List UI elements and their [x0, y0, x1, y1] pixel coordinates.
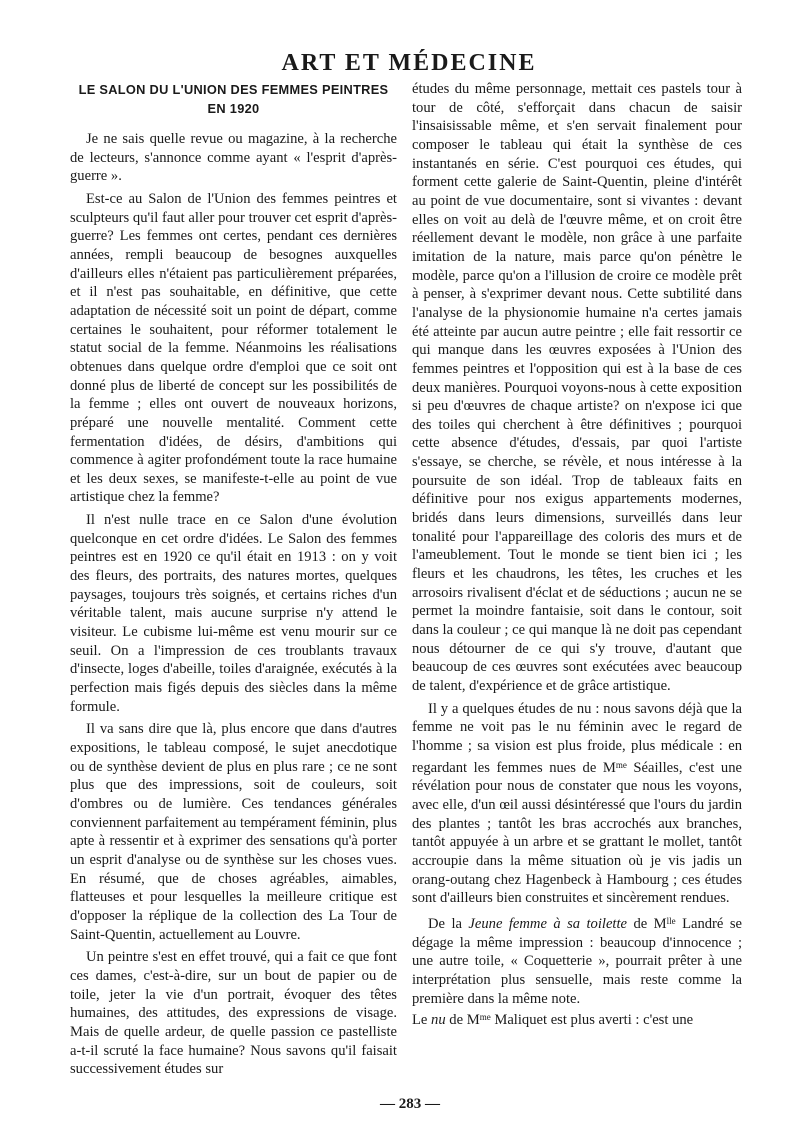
superscript: lle: [666, 915, 676, 926]
left-column: [70, 80, 397, 1079]
paragraph: Est-ce au Salon de l'Union des femmes peintres et sculpteurs qu'il faut aller pour trouver cet esprit d'après-guerre? Les femmes ont certes, pendant ces dernières années, rempli beaucoup de besognes auxquelles d'ailleurs elles n'étaient pas particulièrement préparées, et il n'est pas souhaitable, en définitive, que cette adaptation de nécessité soit un point de départ, comme certaines le souhaitent, pour réformer totalement le statut social de la femme. Néanmoins les réalisations obtenues dans quelque ordre d'emploi que ce soit ont donné plus de liberté de concept sur les possibilités de la femme ; elles ont ouvert de nouveaux horizons, préparé une nouvelle mentalité. Comment cette fermentation d'idées, de désirs, d'ambitions qui commence à agiter profondément toute la race humaine et les deux sexes, se manifeste-t-elle au point de vue artistique chez la femme?: [70, 190, 397, 506]
paragraph: Un peintre s'est en effet trouvé, qui a fait ce que font ces dames, c'est-à-dire, sur un bout de papier ou de toile, jeter la vie d'un portrait, évoquer des têtes humaines, des attitudes, des expressions de visage. Mais de quelle ardeur, de quelle passion ce pastelliste a-t-il scruté la face humaine? Nous savons qu'il faisait successivement études sur: [70, 949, 397, 1078]
artwork-title: nu: [431, 1012, 446, 1029]
article-title-line-2: EN 1920: [207, 101, 260, 116]
paragraph: De la Jeune femme à sa toilette de $M^{lle}$ Landré se dégage la même impression : beaucoup d'innocence ; une autre toile, « Coquetterie », pourrait prêter à une interprétation plus sensuelle, mais reste comme la première dans la même note.: [412, 915, 742, 1007]
running-header: [0, 50, 800, 77]
right-column: [412, 80, 742, 1030]
superscript: me: [615, 759, 627, 770]
page-footer: [0, 1096, 800, 1113]
article-title-line-1: LE SALON DU L'UNION DES FEMMES PEINTRES: [78, 82, 389, 97]
paragraph: Le nu de $M^{me}$ Maliquet est plus averti : c'est une: [412, 1012, 694, 1029]
superscript: me: [479, 1012, 491, 1023]
section-title: ART ET MÉDECINE: [281, 50, 537, 76]
paragraph: Il va sans dire que là, plus encore que dans d'autres expositions, le tableau composé, le sujet anecdotique ou de synthèse devient de plus en plus rare ; ce ne sont plus que des impressions, soit de couleurs, soit d'ombres ou de lumière. Ces tendances générales conviennent parfaitement au tempérament féminin, plus apte à ressentir et à exprimer des sensations qu'à porter un esprit d'analyse ou de synthèse sur les choses vues. En résumé, que de choses agréables, aimables, flatteuses et pour lesquelles la meilleure critique est d'opposer la réplique de la collection des La Tour de Saint-Quentin, actuellement au Louvre.: [70, 721, 397, 943]
paragraph-continued: études du même personnage, mettait ces pastels tour à tour de côté, s'efforçait dans chacun de saisir l'insaisissable même, et s'en servait finalement pour composer le tableau qui était la synthèse de ces instantanés en série. C'est pourquoi ces études, qui forment cette galerie de Saint-Quentin, pleine d'intérêt au point de vue documentaire, sont si vivantes : devant elles on voit au delà de l'œuvre même, et on croit être réellement devant le modèle, non grâce à une parfaite imitation de la nature, mais parce qu'on pénètre le modèle, parce qu'on a l'illusion de croire ce modèle prêt à penser, à s'exprimer devant nous. Cette subtilité dans l'analyse de la physionomie humaine n'a certes jamais été atteinte par aucun autre peintre ; elle fait ressortir ce qui manque dans les œuvres exposées à l'Union des femmes peintres et l'opposition qui est à la base de ces deux manières. Pourquoi voyons-nous à cette exposition si peu d'œuvres de chaque artiste? on n'expose ici que des toiles qui cherchent à être définitives ; pourquoi cette absence d'études, d'essais, par quoi l'artiste s'essaye, se cherche, se révèle, et nous intéresse à la poursuite de son idéal. Trop de tableaux faits en définitive pour nos exigus appartements modernes, bridés dans leurs dimensions, surveillés dans leur tonalité pour l'appareillage des coloris des murs et de l'ameublement. Tout le monde se tient bien ici ; les fleurs et les chaudrons, les têtes, les cruches et les arrosoirs rivalisent d'éclat et de séductions ; aucun ne se permet la moindre fantaisie, soit dans le contour, soit dans la couleur ; ce qui manque là ne doit pas cependant nous détourner de ce qui s'y trouve, d'autant que beaucoup de ces œuvres sont exécutées avec beaucoup de talent, d'expérience et de grâce artistique.: [412, 81, 742, 694]
paragraph: Je ne sais quelle revue ou magazine, à la recherche de lecteurs, s'annonce comme ayant « l'esprit d'après-guerre ».: [70, 131, 397, 185]
page-number: — 283 —: [380, 1096, 440, 1112]
artwork-title: Jeune femme à sa toilette: [468, 915, 628, 932]
paragraph: Il y a quelques études de nu : nous savons déjà que la femme ne voit pas le nu féminin avec le regard de l'homme ; sa vision est plus froide, plus médicale : en regardant les femmes nues de $M^{me}$ Séailles, c'est une révélation pour nous de constater que nous les voyons, avec elle, d'un œil aussi désintéressé que l'ours du jardin des plantes ; tantôt les bras accrochés aux branches, tantôt appuyée à un arbre et se grattant le mollet, tantôt accroupie dans la même situation où je vis jadis un orang-outang chez Hagenbeck à Hambourg ; ces études sont d'ailleurs bien construites et sincèrement rendues.: [412, 700, 742, 907]
paragraph: Il n'est nulle trace en ce Salon d'une évolution quelconque en cet ordre d'idées. Le Salon des femmes peintres est en 1920 ce qu'il était en 1913 : on y voit des fleurs, des portraits, des natures mortes, quelques paysages, toujours très soignés, et certains riches d'un véritable talent, mais aucune surprise n'y attend le visiteur. Le cubisme lui-même est venu mourir sur ce seuil. On a l'impression de ces troublants travaux d'insecte, loges d'abeille, toiles d'araignée, exécutés à la perfection mais figés depuis des siècles dans la même formule.: [70, 512, 397, 715]
article-title: [70, 80, 397, 118]
